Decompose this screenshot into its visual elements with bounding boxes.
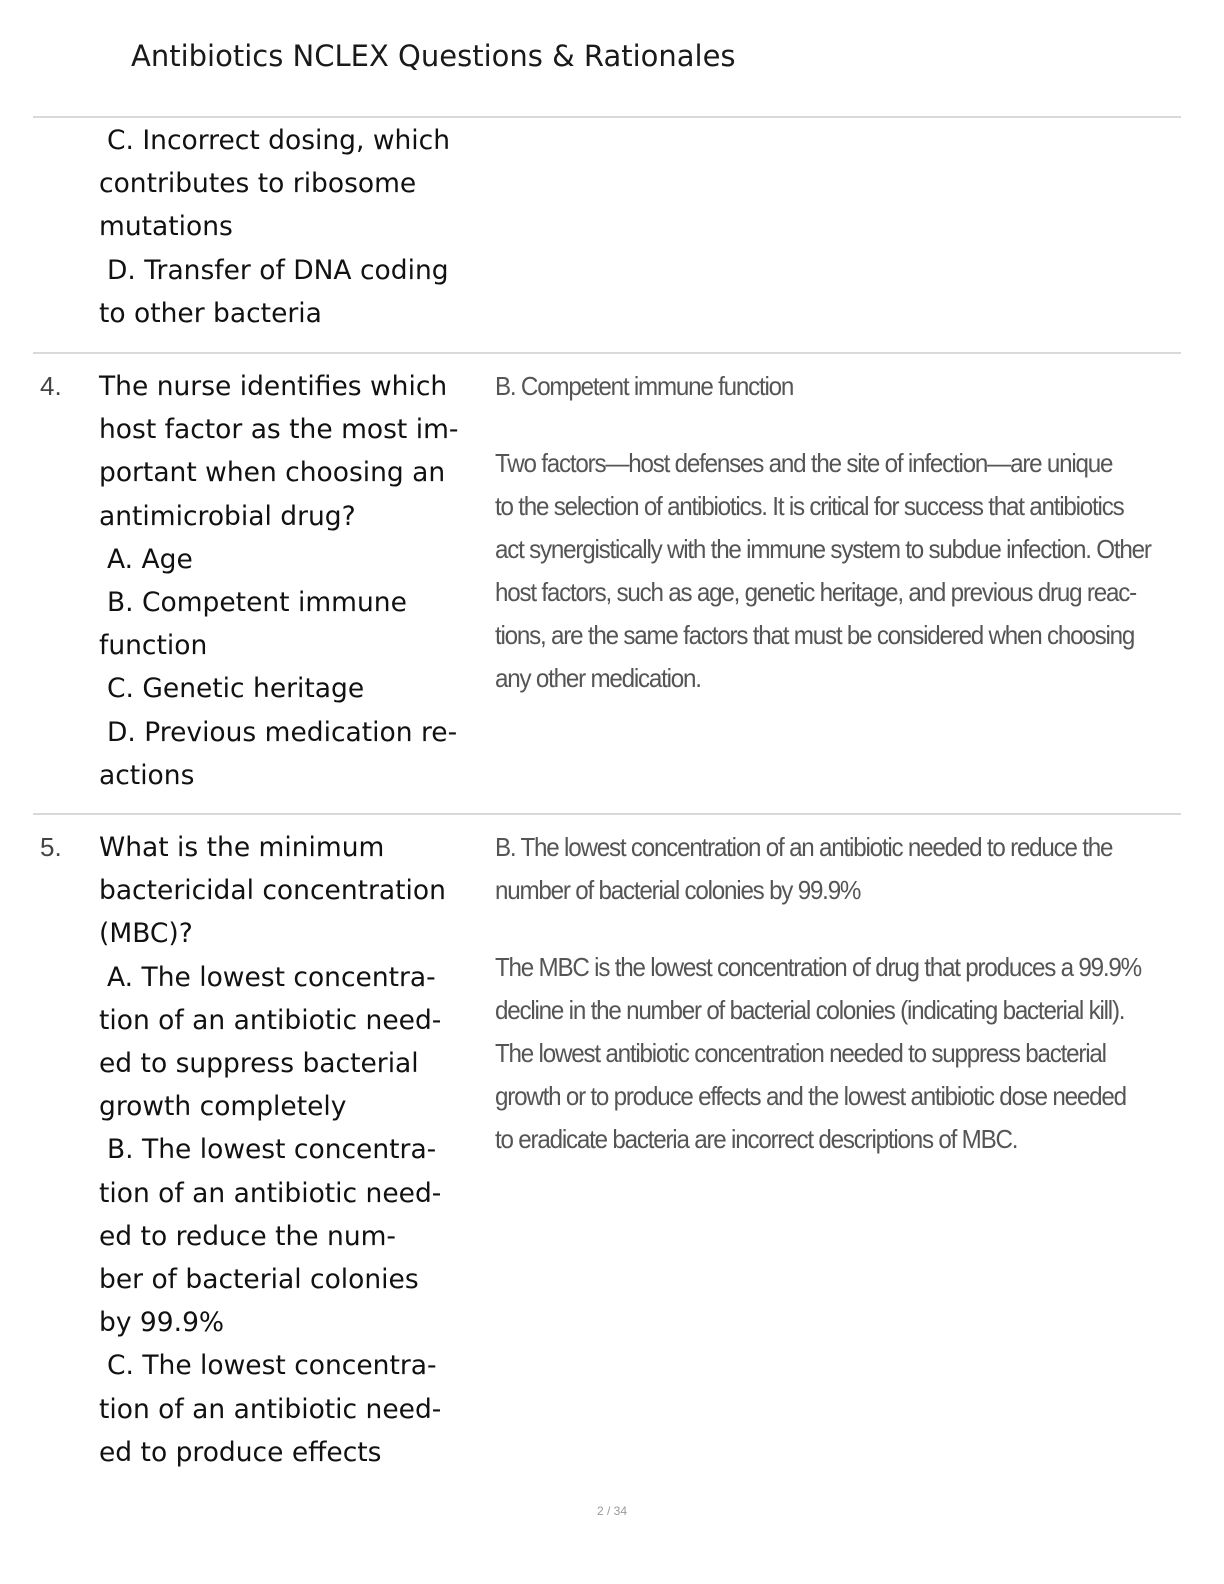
option-c-cont: tion of an antibiotic need- bbox=[99, 1393, 442, 1425]
option-c-cont: mutations bbox=[99, 211, 233, 243]
option-c: C. Incorrect dosing, which bbox=[107, 125, 451, 156]
rationale-text: to the selection of antibiotics. It is critical for success that antibiotics bbox=[495, 491, 1124, 521]
answer-text: number of bacterial colonies by 99.9% bbox=[495, 875, 861, 905]
divider-top bbox=[33, 116, 1181, 118]
option-d: D. Previous medication re- bbox=[107, 716, 458, 748]
option-d-cont: actions bbox=[99, 759, 195, 791]
rationale-text: The lowest antibiotic concentration needed to suppress bacterial bbox=[495, 1038, 1106, 1068]
divider-q5 bbox=[33, 813, 1181, 815]
question-text: antimicrobial drug? bbox=[99, 500, 356, 532]
question-number: 5. bbox=[40, 832, 62, 862]
question-text: portant when choosing an bbox=[99, 457, 446, 489]
rationale-text: decline in the number of bacterial colonies (indicating bacterial kill). bbox=[495, 995, 1125, 1025]
option-a-cont: growth completely bbox=[99, 1091, 347, 1123]
option-b: B. Competent immune bbox=[107, 587, 407, 619]
question-text: host factor as the most im- bbox=[99, 414, 459, 446]
option-b: B. The lowest concentra- bbox=[107, 1134, 437, 1166]
question-4 bbox=[99, 365, 489, 797]
option-b-cont: function bbox=[99, 630, 208, 662]
option-c-cont: ed to produce effects bbox=[99, 1436, 382, 1468]
answer-text: B. The lowest concentration of an antibiotic needed to reduce the bbox=[495, 832, 1113, 862]
question-text: bactericidal concentration bbox=[99, 875, 446, 907]
rationale-text: act synergistically with the immune system to subdue infection. Other bbox=[495, 534, 1151, 564]
option-b-cont: ber of bacterial colonies bbox=[99, 1264, 419, 1296]
option-b-cont: ed to reduce the num- bbox=[99, 1220, 396, 1252]
rationale-text: Two factors—host defenses and the site of infection—are unique bbox=[495, 448, 1113, 478]
rationale-text: host factors, such as age, genetic heritage, and previous drug reac- bbox=[495, 577, 1136, 607]
option-d-cont: to other bacteria bbox=[99, 297, 322, 329]
rationale-text: The MBC is the lowest concentration of drug that produces a 99.9% bbox=[495, 952, 1141, 982]
option-a-cont: tion of an antibiotic need- bbox=[99, 1004, 442, 1036]
rationale-text: growth or to produce effects and the lowest antibiotic dose needed bbox=[495, 1081, 1126, 1111]
option-c-cont: contributes to ribosome bbox=[99, 168, 417, 200]
option-a-cont: ed to suppress bacterial bbox=[99, 1048, 419, 1080]
rationale-text: any other medication. bbox=[495, 663, 701, 693]
answer-4 bbox=[495, 365, 1151, 700]
answer-5 bbox=[495, 826, 1141, 1161]
option-b-cont: by 99.9% bbox=[99, 1307, 225, 1339]
rationale-text: tions, are the same factors that must be considered when choosing bbox=[495, 620, 1135, 650]
divider-q4 bbox=[33, 352, 1181, 354]
option-a: A. Age bbox=[107, 543, 193, 575]
question-text: What is the minimum bbox=[99, 832, 385, 863]
question-5 bbox=[99, 826, 489, 1474]
continued-options bbox=[99, 119, 489, 335]
question-text: The nurse identifies which bbox=[99, 371, 448, 402]
answer-text: B. Competent immune function bbox=[495, 371, 794, 401]
option-c: C. The lowest concentra- bbox=[107, 1350, 437, 1382]
question-number: 4. bbox=[40, 371, 62, 401]
rationale-text: to eradicate bacteria are incorrect descriptions of MBC. bbox=[495, 1124, 1018, 1154]
option-a: A. The lowest concentra- bbox=[107, 961, 436, 993]
page-number: 2 / 34 bbox=[596, 1504, 628, 1518]
question-text: (MBC)? bbox=[99, 918, 193, 950]
option-c: C. Genetic heritage bbox=[107, 673, 365, 705]
page-title: Antibiotics NCLEX Questions & Rationales bbox=[131, 39, 736, 73]
option-b-cont: tion of an antibiotic need- bbox=[99, 1177, 442, 1209]
option-d: D. Transfer of DNA coding bbox=[107, 254, 449, 286]
